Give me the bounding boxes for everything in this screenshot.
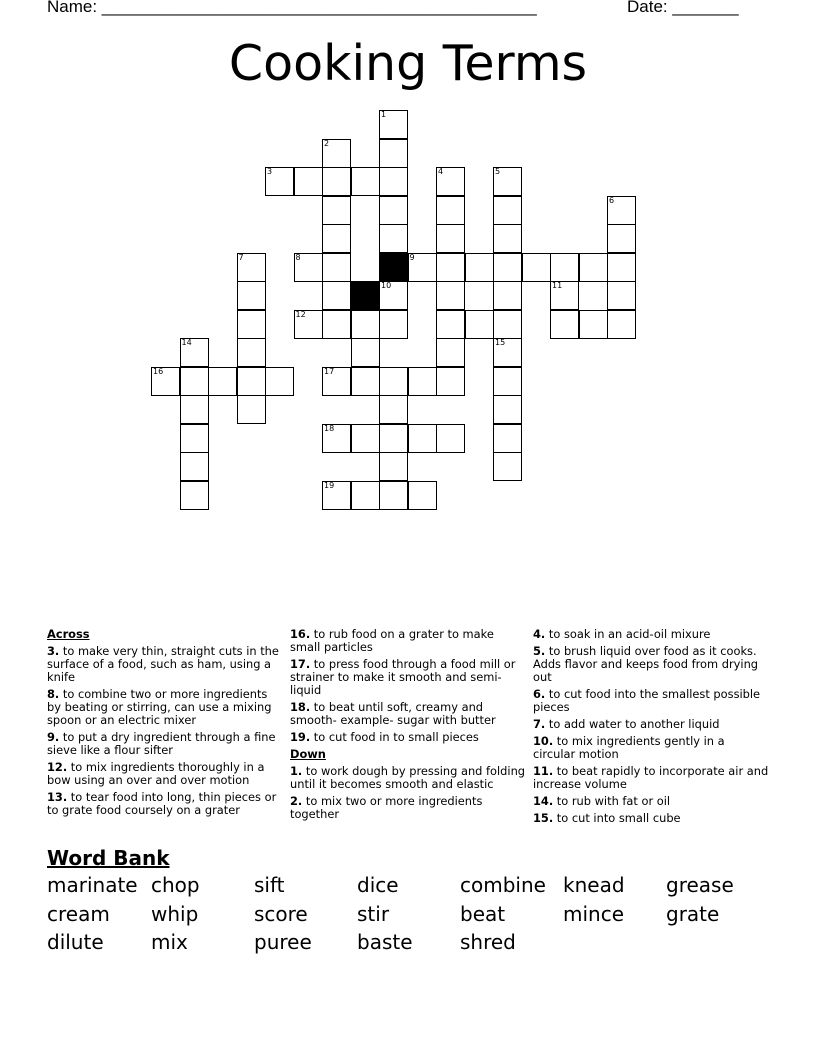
word-bank-word: dilute [47,930,104,954]
clue-number-label: 2. [290,794,303,808]
clue-number: 2 [324,138,330,148]
grid-cell[interactable] [180,338,209,367]
grid-cell[interactable] [351,310,380,339]
word-bank-word: puree [254,930,312,954]
word-bank-word: score [254,902,308,926]
grid-cell[interactable] [408,481,437,510]
clue-item [533,645,769,684]
grid-cell[interactable] [322,310,351,339]
clue-item [47,731,283,757]
word-bank-word: baste [357,930,413,954]
clue-number-label: 14. [533,794,554,808]
clue-item [533,735,769,761]
clue-column-1 [47,628,283,821]
clue-number: 6 [609,195,615,205]
clue-number-label: 8. [47,687,60,701]
page-title: Cooking Terms [228,35,588,92]
clue-item [533,812,769,825]
word-bank-word: knead [563,873,625,897]
clue-text: to add water to another liquid [545,717,720,731]
clue-number-label: 11. [533,764,554,778]
clue-number-label: 7. [533,717,546,731]
clue-number-label: 17. [290,657,311,671]
grid-cell[interactable] [180,452,209,481]
clue-number-label: 6. [533,687,546,701]
clue-text: to rub with fat or oil [553,794,671,808]
grid-cell[interactable] [379,139,408,168]
clue-text: to press food through a food mill or strainer to make it smooth and semi-liquid [290,657,516,697]
word-bank-word: whip [151,902,199,926]
clue-number: 5 [495,167,501,176]
clue-item [290,628,526,654]
clue-text: to combine two or more ingredients by beating or stirring, can use a mixing spoon or an electric mixer [47,687,272,727]
grid-cell[interactable] [322,139,351,168]
clue-item [47,688,283,727]
grid-cell[interactable] [493,167,522,196]
grid-cell[interactable] [237,367,266,396]
clue-text: to make very thin, straight cuts in the surface of a food, such as ham, using a knife [47,644,279,684]
clue-text: to brush liquid over food as it cooks. Adds flavor and keeps food from drying out [533,644,759,684]
clue-number-label: 5. [533,644,546,658]
grid-cell[interactable] [436,167,465,196]
grid-cell[interactable] [607,224,636,253]
grid-cell[interactable] [180,395,209,424]
clue-number-label: 3. [47,644,60,658]
grid-cell[interactable] [550,253,579,282]
word-bank-word: grease [666,873,734,897]
clue-item [47,645,283,684]
date-field[interactable]: Date: _______ [627,0,739,16]
grid-cell[interactable] [550,310,579,339]
grid-cell[interactable] [379,167,408,196]
grid-cell[interactable] [237,338,266,367]
clue-item [533,795,769,808]
grid-cell[interactable] [607,253,636,282]
clue-number: 15 [495,338,506,347]
grid-cell[interactable] [379,452,408,481]
clue-item [47,791,283,817]
clue-item [290,701,526,727]
clue-number: 16 [153,366,164,376]
clue-number: 10 [381,281,392,290]
grid-cell[interactable] [379,196,408,225]
grid-cell[interactable] [436,196,465,225]
clue-number: 11 [552,281,563,290]
grid-cell[interactable] [351,367,380,396]
grid-cell[interactable] [379,424,408,453]
clue-number: 17 [324,366,335,376]
across-heading: Across [47,627,90,641]
clue-number: 1 [381,110,387,119]
clue-column-2 [290,628,526,825]
clue-item [533,628,769,641]
clue-number-label: 4. [533,627,546,641]
clue-text: to mix ingredients gently in a circular motion [533,734,725,761]
grid-cell[interactable] [493,452,522,481]
grid-cell[interactable] [180,481,209,510]
clue-number: 8 [295,252,301,262]
grid-cell[interactable] [322,196,351,225]
grid-cell[interactable] [493,338,522,367]
grid-cell[interactable] [379,310,408,339]
clue-number-label: 1. [290,764,303,778]
clue-item [47,761,283,787]
grid-cell[interactable] [436,424,465,453]
grid-cell[interactable] [322,367,351,396]
grid-cell[interactable] [180,367,209,396]
clue-number-label: 18. [290,700,311,714]
clue-number: 18 [324,423,335,433]
clue-text: to mix two or more ingredients together [290,794,483,821]
grid-cell[interactable] [436,253,465,282]
grid-cell[interactable] [237,310,266,339]
clue-number: 12 [295,309,306,319]
grid-cell[interactable] [436,281,465,310]
clue-text: to cut food into the smallest possible pieces [533,687,761,714]
grid-cell[interactable] [294,253,323,282]
grid-cell[interactable] [493,224,522,253]
grid-cell[interactable] [579,310,608,339]
grid-cell[interactable] [379,110,408,139]
word-bank-word: mix [151,930,188,954]
clue-text: to mix ingredients thoroughly in a bow using an over and over motion [47,760,265,787]
clue-number: 9 [409,252,415,262]
grid-cell[interactable] [493,310,522,339]
grid-cell[interactable] [322,481,351,510]
grid-cell[interactable] [408,253,437,282]
grid-cell[interactable] [322,424,351,453]
grid-cell[interactable] [493,367,522,396]
word-bank-word: dice [357,873,399,897]
word-bank-word: grate [666,902,720,926]
word-bank-word: marinate [47,873,138,897]
grid-cell[interactable] [265,367,294,396]
grid-cell[interactable] [379,224,408,253]
clue-text: to put a dry ingredient through a fine sieve like a flour sifter [47,730,276,757]
grid-cell[interactable] [493,395,522,424]
word-bank-title: Word Bank [47,846,170,870]
clue-number-label: 16. [290,627,311,641]
grid-cell[interactable] [522,253,551,282]
clue-number-label: 19. [290,730,311,744]
grid-cell[interactable] [151,367,180,396]
grid-cell[interactable] [436,224,465,253]
grid-cell[interactable] [607,281,636,310]
grid-cell[interactable] [208,367,237,396]
grid-cell[interactable] [493,424,522,453]
grid-cell[interactable] [265,167,294,196]
grid-cell[interactable] [436,367,465,396]
grid-cell[interactable] [493,196,522,225]
grid-cell[interactable] [322,253,351,282]
clue-number-label: 13. [47,790,68,804]
word-bank-word: shred [460,930,516,954]
grid-cell[interactable] [351,338,380,367]
grid-cell[interactable] [465,253,494,282]
grid-cell[interactable] [408,424,437,453]
grid-cell[interactable] [351,481,380,510]
clue-number-label: 10. [533,734,554,748]
clue-text: to work dough by pressing and folding until it becomes smooth and elastic [290,764,526,791]
clue-number: 4 [438,167,444,176]
clue-item [290,658,526,697]
grid-cell[interactable] [180,424,209,453]
clue-number-label: 15. [533,811,554,825]
clue-number-label: 9. [47,730,60,744]
grid-cell[interactable] [322,167,351,196]
grid-cell[interactable] [322,281,351,310]
grid-cell[interactable] [550,281,579,310]
word-bank-word: sift [254,873,285,897]
clue-number: 19 [324,480,335,490]
word-bank-word: beat [460,902,506,926]
word-bank-word: chop [151,873,200,897]
clue-column-3 [533,628,769,829]
clue-item [290,765,526,791]
black-square [379,253,408,282]
grid-cell[interactable] [294,310,323,339]
grid-cell[interactable] [607,310,636,339]
grid-cell[interactable] [493,281,522,310]
grid-cell[interactable] [237,253,266,282]
grid-cell[interactable] [493,253,522,282]
clue-item [290,731,526,744]
black-square [351,281,380,310]
clue-item [533,765,769,791]
grid-cell[interactable] [379,481,408,510]
grid-cell[interactable] [294,167,323,196]
grid-cell[interactable] [237,281,266,310]
grid-cell[interactable] [351,167,380,196]
clue-text: to cut into small cube [553,811,681,825]
clue-text: to cut food in to small pieces [310,730,479,744]
clue-text: to beat until soft, creamy and smooth- example- sugar with butter [290,700,496,727]
clue-text: to tear food into long, thin pieces or to grate food coursely on a grater [47,790,277,817]
clue-item [533,718,769,731]
grid-cell[interactable] [436,338,465,367]
word-bank-word: cream [47,902,110,926]
clue-number: 7 [238,252,244,262]
grid-cell[interactable] [379,281,408,310]
grid-cell[interactable] [579,253,608,282]
clue-text: to soak in an acid-oil mixure [545,627,711,641]
name-field[interactable]: Name: ______________________________________________ [47,0,537,16]
clue-item [533,688,769,714]
grid-cell[interactable] [379,395,408,424]
clue-item [290,795,526,821]
down-heading: Down [290,747,326,761]
grid-cell[interactable] [379,367,408,396]
clue-text: to beat rapidly to incorporate air and increase volume [533,764,769,791]
grid-cell[interactable] [436,310,465,339]
word-bank-word: mince [563,902,625,926]
grid-cell[interactable] [351,424,380,453]
clue-number: 14 [181,338,192,347]
grid-cell[interactable] [465,310,494,339]
clue-number-label: 12. [47,760,68,774]
grid-cell[interactable] [322,224,351,253]
clue-text: to rub food on a grater to make small particles [290,627,494,654]
grid-cell[interactable] [607,196,636,225]
grid-cell[interactable] [408,367,437,396]
grid-cell[interactable] [237,395,266,424]
word-bank-word: combine [460,873,546,897]
clue-number: 3 [267,167,273,176]
word-bank-word: stir [357,902,390,926]
